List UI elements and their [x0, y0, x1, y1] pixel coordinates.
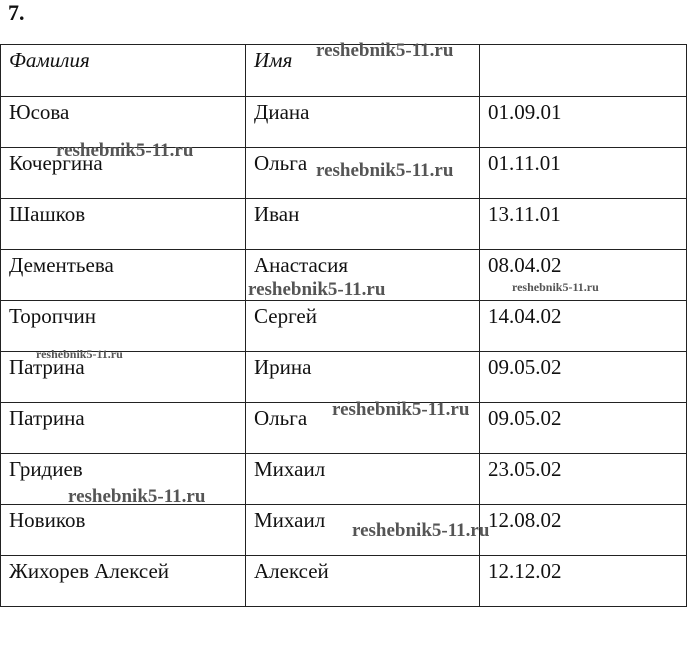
- name-cell: Диана: [246, 97, 480, 148]
- surname-cell: Дементьева: [1, 250, 246, 301]
- surname-cell: Юсова: [1, 97, 246, 148]
- date-cell: 12.12.02: [480, 556, 687, 607]
- header-cell-surname: Фамилия: [1, 45, 246, 97]
- table-row: [1, 148, 687, 199]
- watermark: reshebnik5-11.ru: [316, 40, 454, 61]
- watermark: reshebnik5-11.ru: [68, 486, 206, 507]
- surname-cell: Шашков: [1, 199, 246, 250]
- table-row: [1, 403, 687, 454]
- surname-cell: Жихорев Алексей: [1, 556, 246, 607]
- date-cell: 01.09.01: [480, 97, 687, 148]
- name-cell: Ирина: [246, 352, 480, 403]
- student-table: [0, 44, 687, 607]
- surname-cell: Гридиев: [1, 454, 246, 505]
- header-cell-date: [480, 45, 687, 97]
- table-row: [1, 454, 687, 505]
- surname-cell: Патрина: [1, 403, 246, 454]
- date-cell: 13.11.01: [480, 199, 687, 250]
- table-row: [1, 199, 687, 250]
- watermark: reshebnik5-11.ru: [512, 280, 599, 294]
- name-cell: Алексей: [246, 556, 480, 607]
- name-cell: Сергей: [246, 301, 480, 352]
- date-cell: 09.05.02: [480, 403, 687, 454]
- date-cell: 09.05.02: [480, 352, 687, 403]
- table-row: [1, 352, 687, 403]
- date-cell: 01.11.01: [480, 148, 687, 199]
- surname-cell: Патрина: [1, 352, 246, 403]
- table-row: [1, 556, 687, 607]
- surname-cell: Новиков: [1, 505, 246, 556]
- name-cell: Ольга: [246, 403, 480, 454]
- date-cell: 08.04.02: [480, 250, 687, 301]
- watermark: reshebnik5-11.ru: [332, 399, 470, 420]
- watermark: reshebnik5-11.ru: [352, 520, 490, 541]
- date-cell: 14.04.02: [480, 301, 687, 352]
- name-cell: Ольга: [246, 148, 480, 199]
- date-cell: 23.05.02: [480, 454, 687, 505]
- table-row: [1, 301, 687, 352]
- task-number: 7.: [8, 0, 25, 25]
- name-cell: Михаил: [246, 505, 480, 556]
- surname-cell: Торопчин: [1, 301, 246, 352]
- name-cell: Михаил: [246, 454, 480, 505]
- date-cell: 12.08.02: [480, 505, 687, 556]
- table-header-row: [1, 45, 687, 97]
- table-row: [1, 505, 687, 556]
- watermark: reshebnik5-11.ru: [316, 160, 454, 181]
- watermark: reshebnik5-11.ru: [56, 140, 194, 161]
- table-row: [1, 250, 687, 301]
- name-cell: Анастасия: [246, 250, 480, 301]
- name-cell: Иван: [246, 199, 480, 250]
- table-row: [1, 97, 687, 148]
- watermark: reshebnik5-11.ru: [248, 279, 386, 300]
- watermark: reshebnik5-11.ru: [36, 347, 123, 361]
- surname-cell: Кочергина: [1, 148, 246, 199]
- header-cell-name: Имя: [246, 45, 480, 97]
